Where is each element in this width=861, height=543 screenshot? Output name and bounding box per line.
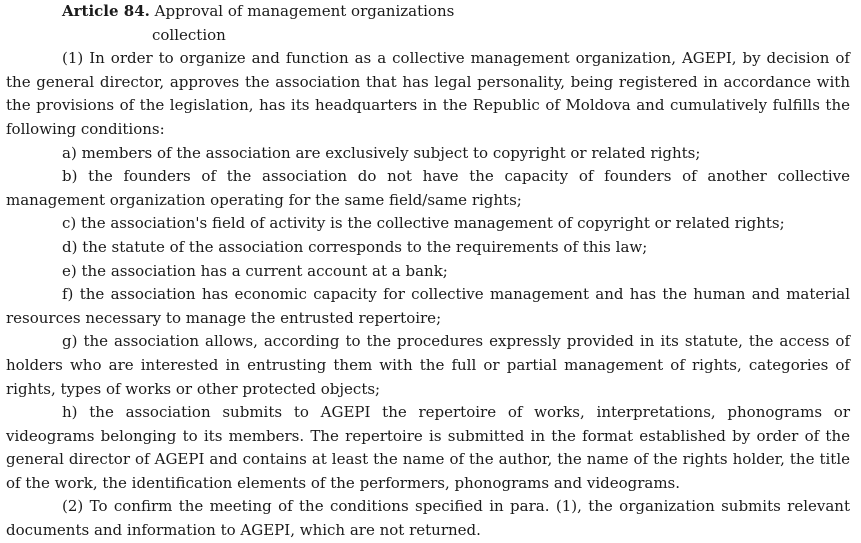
list-item-f: f) the association has economic capacity for collective management and has the human and material resources necessary to manage the entrusted repertoire; xyxy=(6,285,850,327)
list-item-e: e) the association has a current account at a bank; xyxy=(62,261,448,280)
list-item-c: c) the association's field of activity is the collective management of copyright or related rights; xyxy=(62,214,785,233)
list-item-a: a) members of the association are exclusively subject to copyright or related rights; xyxy=(62,143,701,162)
list-item-h: h) the association submits to AGEPI the repertoire of works, interpretations, phonograms or videograms belonging to its members. The repertoire is submitted in the format established by order of the general director of AGEPI and contains at least the name of the author, the name of the rights holder, the title of the work, the identification elements of the performers, phonograms and videograms. xyxy=(6,403,850,492)
article-title: Approval of management organizations xyxy=(154,2,455,20)
paragraph-1: (1) In order to organize and function as a collective management organization, AGEPI, by decision of the general director, approves the association that has legal personality, being registered in accordance with the provisions of the legislation, has its headquarters in the Republic of Moldova and cumulatively fulfills the following conditions: xyxy=(6,49,850,138)
article-number: Article 84. xyxy=(62,2,150,20)
article-title-continued: collection xyxy=(152,25,226,44)
list-item-d: d) the statute of the association corresponds to the requirements of this law; xyxy=(62,237,648,256)
list-item-g: g) the association allows, according to the procedures expressly provided in its statute, the access of holders who are interested in entrusting them with the full or partial management of rights, categories of rights, types of works or other protected objects; xyxy=(6,332,850,398)
list-item-b: b) the founders of the association do not have the capacity of founders of another collective management organization operating for the same field/same rights; xyxy=(6,167,850,209)
article-heading xyxy=(6,0,850,24)
paragraph-2: (2) To confirm the meeting of the conditions specified in para. (1), the organization submits relevant documents and information to AGEPI, which are not returned. xyxy=(6,497,850,540)
